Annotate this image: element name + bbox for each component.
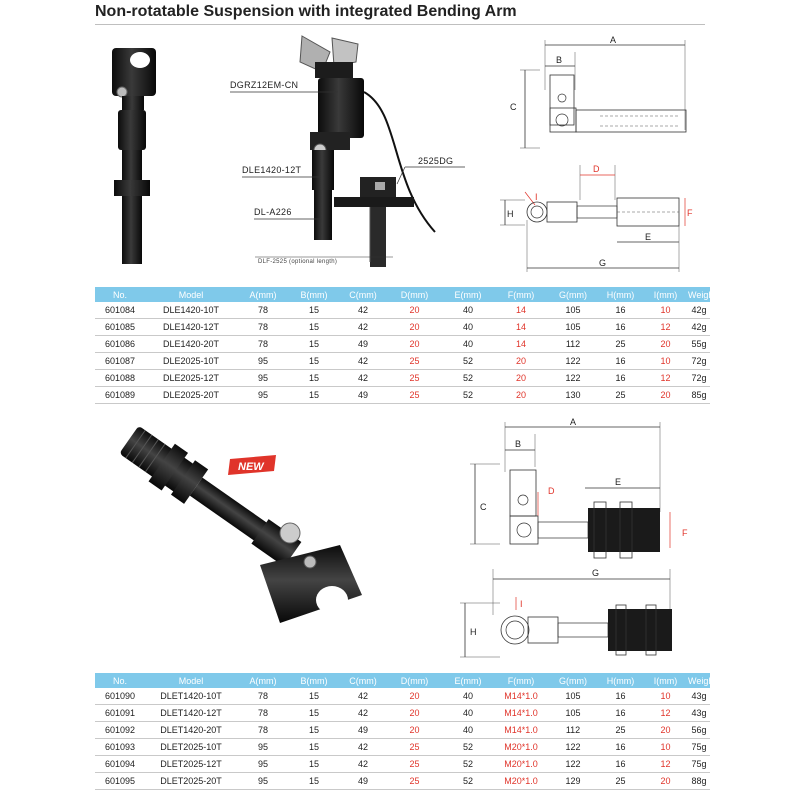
table-cell: 25 bbox=[387, 739, 442, 756]
table-cell: 122 bbox=[548, 756, 598, 773]
new-badge-label: NEW bbox=[238, 461, 264, 473]
table-row bbox=[95, 688, 710, 705]
table-cell: 72g bbox=[688, 370, 710, 387]
col-header: I(mm) bbox=[643, 287, 688, 302]
dim-top-c: C bbox=[510, 102, 517, 112]
table-cell: 75g bbox=[688, 739, 710, 756]
table-cell: M20*1.0 bbox=[494, 739, 548, 756]
gripper-assembly-photo bbox=[230, 32, 440, 267]
table-cell: 601087 bbox=[95, 353, 145, 370]
table-cell: 16 bbox=[598, 319, 643, 336]
table-cell: 15 bbox=[289, 370, 339, 387]
table-cell: 122 bbox=[548, 739, 598, 756]
col-header: B(mm) bbox=[289, 673, 339, 688]
table-row bbox=[95, 336, 710, 353]
table-cell: 130 bbox=[548, 387, 598, 404]
table-cell: 75g bbox=[688, 756, 710, 773]
table-cell: M14*1.0 bbox=[494, 705, 548, 722]
table-cell: 40 bbox=[442, 302, 494, 319]
table-cell: 49 bbox=[339, 336, 387, 353]
table-cell: 95 bbox=[237, 370, 289, 387]
dim-bottom-a: A bbox=[570, 417, 577, 427]
table-cell: 122 bbox=[548, 370, 598, 387]
table-cell: 16 bbox=[598, 688, 643, 705]
dim-bottom-i: I bbox=[520, 599, 523, 609]
col-header: No. bbox=[95, 287, 145, 302]
dimension-drawing-bottom-1 bbox=[470, 412, 700, 562]
table-cell: 10 bbox=[643, 302, 688, 319]
table-cell: 42 bbox=[339, 302, 387, 319]
table-cell: 15 bbox=[289, 756, 339, 773]
table-cell: 72g bbox=[688, 353, 710, 370]
table-cell: DLET1420-20T bbox=[145, 722, 237, 739]
dim-top-e: E bbox=[645, 232, 652, 242]
dimension-drawing-top-1 bbox=[500, 30, 700, 160]
table-cell: 42 bbox=[339, 705, 387, 722]
table-cell: 15 bbox=[289, 353, 339, 370]
table-cell: 16 bbox=[598, 370, 643, 387]
table-row bbox=[95, 756, 710, 773]
table-cell: 95 bbox=[237, 387, 289, 404]
table-cell: 52 bbox=[442, 387, 494, 404]
table-cell: 20 bbox=[387, 336, 442, 353]
table-cell: 20 bbox=[387, 722, 442, 739]
table-cell: M14*1.0 bbox=[494, 722, 548, 739]
table-cell: 20 bbox=[643, 336, 688, 353]
table-cell: 78 bbox=[237, 688, 289, 705]
table-cell: 16 bbox=[598, 756, 643, 773]
table-cell: 601089 bbox=[95, 387, 145, 404]
table-cell: 49 bbox=[339, 387, 387, 404]
col-header: G(mm) bbox=[548, 287, 598, 302]
table-row bbox=[95, 353, 710, 370]
table-cell: 10 bbox=[643, 739, 688, 756]
table-cell: 25 bbox=[387, 387, 442, 404]
col-header: H(mm) bbox=[598, 673, 643, 688]
dim-top-h: H bbox=[507, 209, 514, 219]
col-header: Weight(g) bbox=[688, 287, 710, 302]
col-header: A(mm) bbox=[237, 287, 289, 302]
table-cell: 95 bbox=[237, 773, 289, 790]
table-row bbox=[95, 302, 710, 319]
table-cell: DLE2025-20T bbox=[145, 387, 237, 404]
table-cell: 129 bbox=[548, 773, 598, 790]
table-cell: 601095 bbox=[95, 773, 145, 790]
table-row bbox=[95, 370, 710, 387]
table-cell: 14 bbox=[494, 336, 548, 353]
table-cell: 25 bbox=[387, 353, 442, 370]
table-cell: 105 bbox=[548, 319, 598, 336]
spec-table-1 bbox=[95, 287, 727, 404]
table-cell: 49 bbox=[339, 722, 387, 739]
table-cell: 15 bbox=[289, 387, 339, 404]
table-cell: 16 bbox=[598, 705, 643, 722]
table-cell: DLE2025-10T bbox=[145, 353, 237, 370]
table-cell: 14 bbox=[494, 319, 548, 336]
table-cell: 10 bbox=[643, 353, 688, 370]
table-cell: 42 bbox=[339, 353, 387, 370]
col-header: C(mm) bbox=[339, 673, 387, 688]
table-cell: 42 bbox=[339, 370, 387, 387]
col-header: Model bbox=[145, 673, 237, 688]
table-cell: 105 bbox=[548, 705, 598, 722]
table-cell: DLE2025-12T bbox=[145, 370, 237, 387]
table-cell: 601086 bbox=[95, 336, 145, 353]
table-cell: 15 bbox=[289, 773, 339, 790]
dim-top-a: A bbox=[610, 35, 617, 45]
table-cell: 56g bbox=[688, 722, 710, 739]
dimension-drawing-bottom-2 bbox=[460, 565, 690, 665]
table-cell: 601084 bbox=[95, 302, 145, 319]
table-cell: 40 bbox=[442, 705, 494, 722]
col-header: F(mm) bbox=[494, 287, 548, 302]
table-cell: 601085 bbox=[95, 319, 145, 336]
table-cell: 601092 bbox=[95, 722, 145, 739]
dim-bottom-c: C bbox=[480, 502, 487, 512]
table-cell: DLET1420-12T bbox=[145, 705, 237, 722]
table-cell: 42 bbox=[339, 319, 387, 336]
table-cell: M14*1.0 bbox=[494, 688, 548, 705]
table-cell: 55g bbox=[688, 336, 710, 353]
table-cell: DLET2025-10T bbox=[145, 739, 237, 756]
table-cell: 15 bbox=[289, 302, 339, 319]
table-cell: 20 bbox=[643, 387, 688, 404]
table-cell: 78 bbox=[237, 319, 289, 336]
dim-bottom-b: B bbox=[515, 439, 522, 449]
table-cell: 15 bbox=[289, 739, 339, 756]
table-cell: 15 bbox=[289, 688, 339, 705]
col-header: B(mm) bbox=[289, 287, 339, 302]
table-cell: DLET1420-10T bbox=[145, 688, 237, 705]
dim-top-i: I bbox=[535, 192, 538, 202]
table-cell: 25 bbox=[598, 336, 643, 353]
table-header-row bbox=[95, 673, 710, 688]
col-header: No. bbox=[95, 673, 145, 688]
table-row bbox=[95, 722, 710, 739]
table-cell: 12 bbox=[643, 756, 688, 773]
table-cell: 601088 bbox=[95, 370, 145, 387]
table-cell: 20 bbox=[494, 370, 548, 387]
table-cell: 88g bbox=[688, 773, 710, 790]
dimension-drawing-top-2 bbox=[495, 160, 700, 280]
dim-top-d: D bbox=[593, 164, 600, 174]
table-cell: 20 bbox=[387, 319, 442, 336]
table-cell: 122 bbox=[548, 353, 598, 370]
col-header: F(mm) bbox=[494, 673, 548, 688]
suspension-photo-1 bbox=[100, 40, 170, 270]
table-cell: 20 bbox=[643, 722, 688, 739]
table-cell: M20*1.0 bbox=[494, 756, 548, 773]
table-cell: 95 bbox=[237, 756, 289, 773]
table-cell: 25 bbox=[598, 773, 643, 790]
table-cell: DLE1420-20T bbox=[145, 336, 237, 353]
dim-bottom-e: E bbox=[615, 477, 622, 487]
col-header: D(mm) bbox=[387, 673, 442, 688]
table-cell: DLE1420-12T bbox=[145, 319, 237, 336]
table-cell: 42 bbox=[339, 739, 387, 756]
col-header: Model bbox=[145, 287, 237, 302]
table-cell: 78 bbox=[237, 705, 289, 722]
dim-bottom-d: D bbox=[548, 486, 555, 496]
table-cell: 95 bbox=[237, 739, 289, 756]
table-row bbox=[95, 319, 710, 336]
table-cell: 15 bbox=[289, 722, 339, 739]
table-cell: 14 bbox=[494, 302, 548, 319]
table-cell: 42 bbox=[339, 756, 387, 773]
table-cell: 12 bbox=[643, 319, 688, 336]
new-badge bbox=[228, 455, 278, 475]
table-cell: 20 bbox=[387, 705, 442, 722]
table-cell: 12 bbox=[643, 370, 688, 387]
title-divider bbox=[95, 24, 705, 25]
callout-bar: 2525DG bbox=[418, 156, 454, 166]
table-row bbox=[95, 705, 710, 722]
dim-top-g: G bbox=[599, 258, 607, 268]
table-cell: 85g bbox=[688, 387, 710, 404]
dim-bottom-f: F bbox=[682, 528, 688, 538]
table-cell: DLET2025-12T bbox=[145, 756, 237, 773]
table-row bbox=[95, 773, 710, 790]
callout-profile: DLF-2525 (optional length) bbox=[258, 259, 338, 265]
table-cell: 16 bbox=[598, 302, 643, 319]
table-cell: 112 bbox=[548, 722, 598, 739]
table-cell: 20 bbox=[387, 302, 442, 319]
col-header: A(mm) bbox=[237, 673, 289, 688]
table-cell: 15 bbox=[289, 319, 339, 336]
table-cell: 78 bbox=[237, 336, 289, 353]
table-cell: 25 bbox=[387, 370, 442, 387]
table-cell: 78 bbox=[237, 722, 289, 739]
col-header: E(mm) bbox=[442, 673, 494, 688]
table-cell: 10 bbox=[643, 688, 688, 705]
table-cell: 25 bbox=[387, 773, 442, 790]
table-cell: 15 bbox=[289, 336, 339, 353]
table-cell: 40 bbox=[442, 722, 494, 739]
table-cell: 52 bbox=[442, 353, 494, 370]
table-cell: 20 bbox=[387, 688, 442, 705]
col-header: H(mm) bbox=[598, 287, 643, 302]
table-cell: 42g bbox=[688, 302, 710, 319]
spec-table-2 bbox=[95, 673, 727, 790]
table-cell: 43g bbox=[688, 688, 710, 705]
table-cell: 105 bbox=[548, 688, 598, 705]
table-header-row bbox=[95, 287, 710, 302]
table-cell: 78 bbox=[237, 302, 289, 319]
table-cell: 20 bbox=[643, 773, 688, 790]
col-header: C(mm) bbox=[339, 287, 387, 302]
table-cell: 40 bbox=[442, 688, 494, 705]
table-cell: 601091 bbox=[95, 705, 145, 722]
table-cell: 52 bbox=[442, 756, 494, 773]
callout-suspension: DLE1420-12T bbox=[242, 165, 302, 175]
table-cell: 16 bbox=[598, 353, 643, 370]
table-cell: 49 bbox=[339, 773, 387, 790]
table-cell: 52 bbox=[442, 370, 494, 387]
table-cell: 25 bbox=[387, 756, 442, 773]
table-cell: 601094 bbox=[95, 756, 145, 773]
table-cell: M20*1.0 bbox=[494, 773, 548, 790]
page-title: Non-rotatable Suspension with integrated Bending Arm bbox=[95, 3, 517, 20]
table-cell: 40 bbox=[442, 319, 494, 336]
table-cell: 42g bbox=[688, 319, 710, 336]
table-cell: DLET2025-20T bbox=[145, 773, 237, 790]
table-cell: 20 bbox=[494, 353, 548, 370]
table-cell: 112 bbox=[548, 336, 598, 353]
col-header: I(mm) bbox=[643, 673, 688, 688]
dim-bottom-h: H bbox=[470, 627, 477, 637]
table-cell: 52 bbox=[442, 773, 494, 790]
table-cell: 25 bbox=[598, 722, 643, 739]
table-cell: 52 bbox=[442, 739, 494, 756]
col-header: E(mm) bbox=[442, 287, 494, 302]
col-header: Weight(g) bbox=[688, 673, 710, 688]
table-cell: 16 bbox=[598, 739, 643, 756]
callout-arm: DL-A226 bbox=[254, 207, 292, 217]
table-cell: 42 bbox=[339, 688, 387, 705]
col-header: G(mm) bbox=[548, 673, 598, 688]
table-cell: DLE1420-10T bbox=[145, 302, 237, 319]
table-row bbox=[95, 739, 710, 756]
table-cell: 12 bbox=[643, 705, 688, 722]
callout-gripper: DGRZ12EM-CN bbox=[230, 80, 299, 90]
dim-top-b: B bbox=[556, 55, 563, 65]
table-cell: 40 bbox=[442, 336, 494, 353]
col-header: D(mm) bbox=[387, 287, 442, 302]
dim-top-f: F bbox=[687, 208, 693, 218]
table-cell: 25 bbox=[598, 387, 643, 404]
table-cell: 601093 bbox=[95, 739, 145, 756]
table-cell: 95 bbox=[237, 353, 289, 370]
table-cell: 20 bbox=[494, 387, 548, 404]
table-row bbox=[95, 387, 710, 404]
dim-bottom-g: G bbox=[592, 568, 600, 578]
table-cell: 43g bbox=[688, 705, 710, 722]
table-cell: 601090 bbox=[95, 688, 145, 705]
table-cell: 105 bbox=[548, 302, 598, 319]
table-cell: 15 bbox=[289, 705, 339, 722]
